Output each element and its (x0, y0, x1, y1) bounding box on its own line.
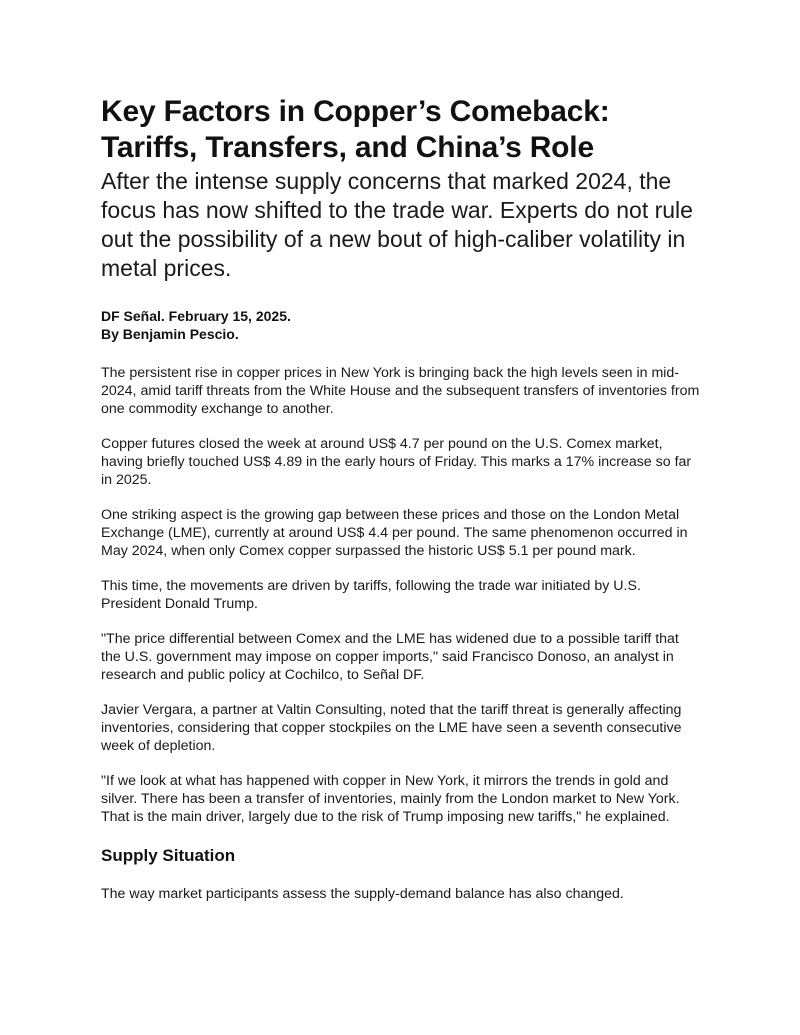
paragraph: This time, the movements are driven by tariffs, following the trade war initiated by U.S. President Donald Trump. (101, 578, 641, 612)
paragraph: Javier Vergara, a partner at Valtin Consulting, noted that the tariff threat is generally affecting inventories, considering that copper stockpiles on the LME have seen a seventh consecutive week of depletion. (101, 702, 682, 754)
author: By Benjamin Pescio. (101, 326, 239, 342)
paragraph: Copper futures closed the week at around US$ 4.7 per pound on the U.S. Comex market, having briefly touched US$ 4.89 in the early hours of Friday. This marks a 17% increase so far in 2025. (101, 436, 692, 488)
paragraph: "If we look at what has happened with copper in New York, it mirrors the trends in gold and silver. There has been a transfer of inventories, mainly from the London market to New York. That is the main driver, largely due to the risk of Trump imposing new tariffs," he explained. (101, 773, 680, 825)
source-date: DF Señal. February 15, 2025. (101, 308, 291, 324)
byline (101, 307, 701, 343)
section-heading: Supply Situation (101, 846, 236, 865)
article (101, 94, 701, 920)
paragraph: "The price differential between Comex and the LME has widened due to a possible tariff that the U.S. government may impose on copper imports," said Francisco Donoso, an analyst in research and public policy at Cochilco, to Señal DF. (101, 631, 679, 683)
article-subtitle: After the intense supply concerns that marked 2024, the focus has now shifted to the trade war. Experts do not rule out the possibility of a new bout of high-caliber volatility in metal prices. (101, 168, 693, 281)
paragraph: The persistent rise in copper prices in New York is bringing back the high levels seen in mid-2024, amid tariff threats from the White House and the subsequent transfers of inventories from one commodity exchange to another. (101, 365, 700, 417)
title-line-2: Tariffs, Transfers, and China’s Role (101, 131, 594, 164)
article-body (101, 364, 701, 903)
title-line-1: Key Factors in Copper’s Comeback: (101, 95, 610, 128)
paragraph: The way market participants assess the supply-demand balance has also changed. (101, 886, 624, 902)
paragraph: One striking aspect is the growing gap between these prices and those on the London Metal Exchange (LME), currently at around US$ 4.4 per pound. The same phenomenon occurred in May 2024, when only Comex copper surpassed the historic US$ 5.1 per pound mark. (101, 507, 688, 559)
article-title (101, 94, 701, 166)
